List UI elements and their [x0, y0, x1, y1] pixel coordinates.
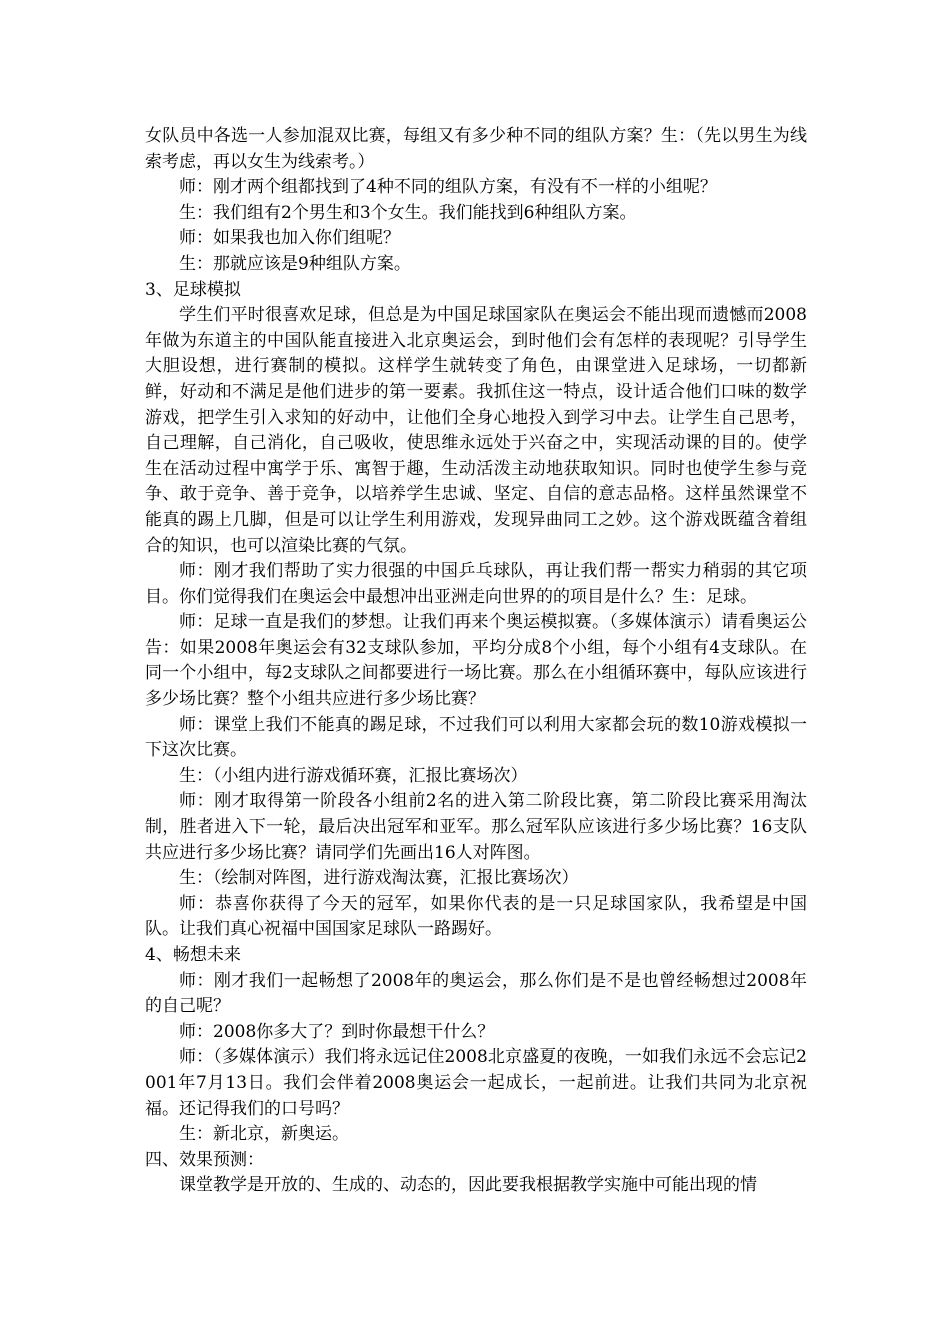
- section-heading-future: 4、畅想未来: [145, 945, 241, 965]
- dialogue-teacher: 师：刚才我们帮助了实力很强的中国乒乓球队，再让我们帮一帮实力稍弱的其它项目。你们觉得我们在奥运会中最想冲出亚洲走向世界的的项目是什么？生：足球。: [145, 561, 807, 607]
- dialogue-student: 生：新北京，新奥运。: [179, 1124, 349, 1145]
- dialogue-student: 生：那就应该是9种组队方案。: [179, 253, 411, 274]
- document-body: [145, 124, 807, 1199]
- section-heading-football: 3、足球模拟: [145, 279, 241, 300]
- dialogue-teacher: 师：恭喜你获得了今天的冠军，如果你代表的是一只足球国家队，我希望是中国队。让我们真心祝福中国国家足球队一路踢好。: [145, 893, 807, 940]
- dialogue-teacher: 师：（多媒体演示）我们将永远记住2008北京盛夏的夜晚，一如我们永远不会忘记2001年7月13日。我们会伴着2008奥运会一起成长，一起前进。让我们共同为北京祝福。还记得我们的口号吗？: [145, 1047, 807, 1119]
- dialogue-teacher: 师：刚才我们一起畅想了2008年的奥运会，那么你们是不是也曾经畅想过2008年的自己呢？: [145, 970, 807, 1017]
- paragraph-effect-prediction: 课堂教学是开放的、生成的、动态的，因此要我根据教学实施中可能出现的情: [179, 1175, 757, 1196]
- dialogue-teacher: 师：如果我也加入你们组呢？: [179, 228, 400, 249]
- dialogue-teacher: 师：课堂上我们不能真的踢足球，不过我们可以利用大家都会玩的数10游戏模拟一下这次比赛。: [145, 714, 807, 761]
- dialogue-student: 生：（小组内进行游戏循环赛，汇报比赛场次）: [179, 765, 528, 786]
- dialogue-student: 生：（绘制对阵图，进行游戏淘汰赛，汇报比赛场次）: [179, 868, 579, 889]
- dialogue-student: 生：我们组有2个男生和3个女生。我们能找到6种组队方案。: [179, 202, 637, 223]
- dialogue-teacher: 师：2008你多大了？到时你最想干什么？: [179, 1021, 495, 1042]
- paragraph-football-intro: 学生们平时很喜欢足球，但总是为中国足球国家队在奥运会不能出现而遗憾而2008年做为东道主的中国队能直接进入北京奥运会，到时他们会有怎样的表现呢？引导学生大胆设想，进行赛制的模拟。这样学生就转变了角色，由课堂进入足球场，一切都新鲜，好动和不满足是他们进步的第一要素。我抓住这一特点，设计适合他们口味的数学游戏，把学生引入求知的好动中，让他们全身心地投入到学习中去。让学生自己思考，自己理解，自己消化，自己吸收，使思维永远处于兴奋之中，实现活动课的目的。使学生在活动过程中寓学于乐、寓智于趣，生动活泼主动地获取知识。同时也使学生参与竞争、敢于竞争、善于竞争，以培养学生忠诚、坚定、自信的意志品格。这样虽然课堂不能真的踢上几脚，但是可以让学生利用游戏，发现异曲同工之妙。这个游戏既蕴含着组合的知识，也可以渲染比赛的气氛。: [145, 305, 807, 556]
- paragraph-continuation: 女队员中各选一人参加混双比赛，每组又有多少种不同的组队方案？生：（先以男生为线索考虑，再以女生为线索考。）: [145, 126, 807, 172]
- dialogue-teacher: 师：刚才取得第一阶段各小组前2名的进入第二阶段比赛，第二阶段比赛采用淘汰制，胜者进入下一轮，最后决出冠军和亚军。那么冠军队应该进行多少场比赛？16支队共应进行多少场比赛？请同学们先画出16人对阵图。: [145, 791, 807, 863]
- section-heading-effect: 四、效果预测：: [145, 1149, 264, 1170]
- dialogue-teacher: 师：足球一直是我们的梦想。让我们再来个奥运模拟赛。（多媒体演示）请看奥运公告：如果2008年奥运会有32支球队参加，平均分成8个小组，每个小组有4支球队。在同一个小组中，每2支球队之间都要进行一场比赛。那么在小组循环赛中，每队应该进行多少场比赛？整个小组共应进行多少场比赛？: [145, 612, 807, 710]
- dialogue-teacher: 师：刚才两个组都找到了4种不同的组队方案，有没有不一样的小组呢？: [179, 177, 717, 198]
